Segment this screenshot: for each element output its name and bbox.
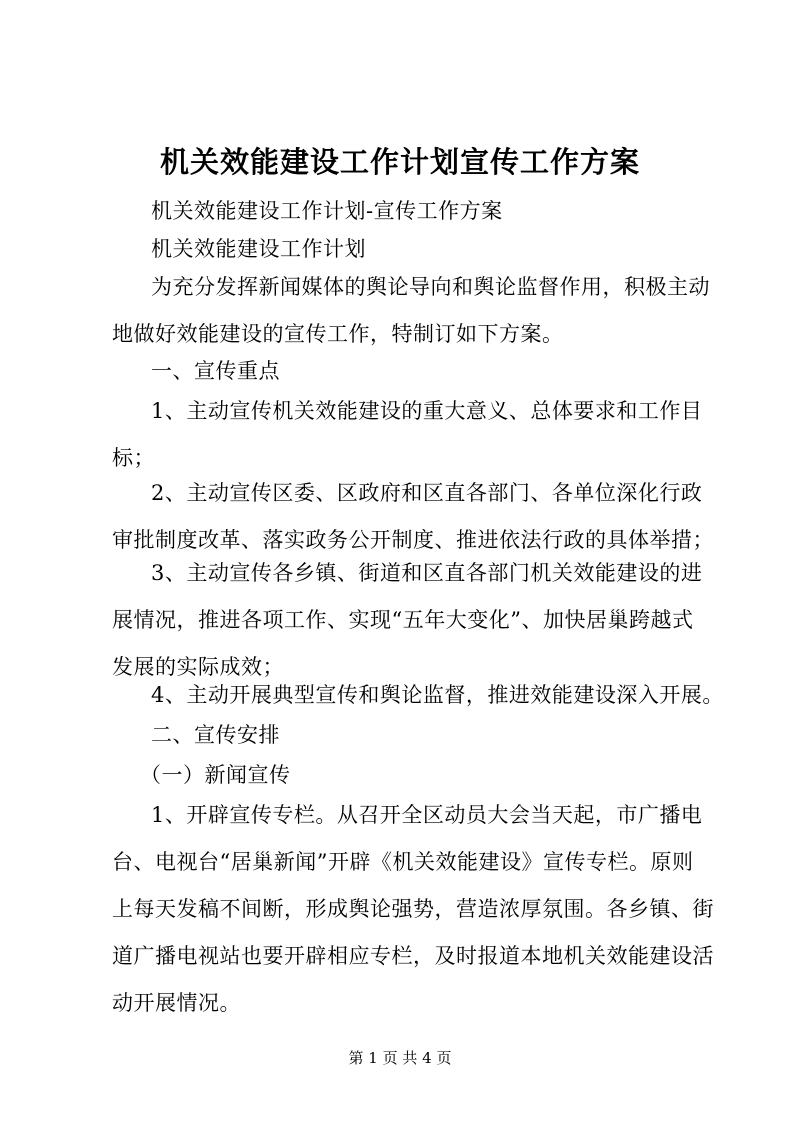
item2-line-1: 2、主动宣传区委、区政府和区直各部门、各单位深化行政 — [151, 481, 703, 505]
item3-line-2: 展情况，推进各项工作、实现“五年大变化”、加快居巢跨越式 — [112, 608, 694, 632]
item1-line-1: 1、主动宣传机关效能建设的重大意义、总体要求和工作目 — [151, 399, 703, 423]
item5-line-1: 1、开辟宣传专栏。从召开全区动员大会当天起，市广播电 — [151, 803, 703, 827]
item5-paragraph — [112, 792, 712, 1027]
item3-line-1: 3、主动宣传各乡镇、街道和区直各部门机关效能建设的进 — [151, 561, 703, 585]
item5-line-3: 上每天发稿不间断，形成舆论强势，营造浓厚氛围。各乡镇、街 — [112, 897, 714, 921]
item5-line-4: 道广播电视站也要开辟相应专栏，及时报道本地机关效能建设活 — [112, 944, 714, 968]
item3-paragraph — [112, 550, 712, 691]
subtitle-line: 机关效能建设工作计划-宣传工作方案 — [151, 199, 503, 223]
item4-line-1: 4、主动开展典型宣传和舆论监督，推进效能建设深入开展。 — [151, 683, 724, 707]
heading2-line: 机关效能建设工作计划 — [151, 237, 366, 261]
intro-line-2: 地做好效能建设的宣传工作，特制订如下方案。 — [112, 322, 564, 346]
item1-line-2: 标； — [112, 446, 155, 470]
item2-line-2: 审批制度改革、落实政务公开制度、推进依法行政的具体举措； — [112, 528, 714, 552]
intro-paragraph — [112, 264, 712, 358]
item5-line-5: 动开展情况。 — [112, 991, 241, 1015]
section1-title-line: 一、宣传重点 — [151, 359, 280, 383]
item3-line-3: 发展的实际成效； — [112, 655, 284, 679]
item5-line-2: 台、电视台“居巢新闻”开辟《机关效能建设》宣传专栏。原则 — [112, 850, 694, 874]
item1-paragraph — [112, 388, 712, 482]
page-footer: 第 1 页 共 4 页 — [348, 1049, 452, 1067]
subsection1-title-line: （一）新闻宣传 — [140, 763, 291, 787]
document-title: 机关效能建设工作计划宣传工作方案 — [159, 145, 640, 179]
intro-line-1: 为充分发挥新闻媒体的舆论导向和舆论监督作用，积极主动 — [151, 275, 710, 299]
section2-title-line: 二、宣传安排 — [151, 723, 280, 747]
